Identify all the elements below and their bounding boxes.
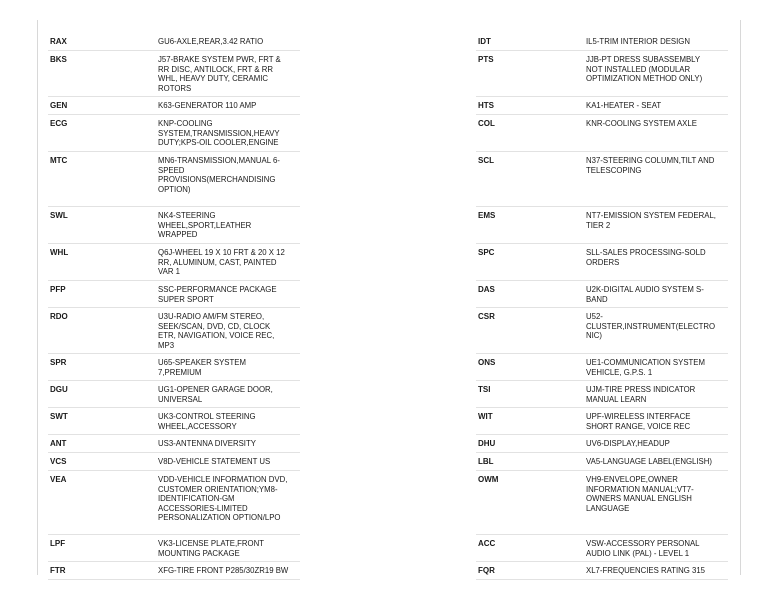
- option-description: MN6-TRANSMISSION,MANUAL 6- SPEED PROVISIONS(MERCHANDISING OPTION): [158, 156, 280, 194]
- option-description: V8D-VEHICLE STATEMENT US: [158, 457, 271, 466]
- option-description: NT7-EMISSION SYSTEM FEDERAL, TIER 2: [586, 211, 716, 230]
- option-description: GU6-AXLE,REAR,3.42 RATIO: [158, 37, 264, 46]
- option-row: [476, 354, 728, 381]
- option-description: NK4-STEERING WHEEL,SPORT,LEATHER WRAPPED: [158, 211, 252, 240]
- option-row: [476, 152, 728, 207]
- option-row: [476, 308, 728, 354]
- option-code: RAX: [50, 37, 67, 46]
- option-code: GEN: [50, 101, 68, 110]
- option-row: [476, 281, 728, 308]
- option-row: [476, 115, 728, 152]
- option-code: PFP: [50, 285, 66, 294]
- option-code: SWT: [50, 412, 68, 421]
- option-row: [48, 308, 300, 354]
- option-description: Q6J-WHEEL 19 X 10 FRT & 20 X 12 RR, ALUMINUM, CAST, PAINTED VAR 1: [158, 248, 285, 277]
- option-row: [48, 562, 300, 580]
- option-description: SLL-SALES PROCESSING-SOLD ORDERS: [586, 248, 706, 267]
- option-code: PTS: [478, 55, 494, 64]
- option-row: [476, 33, 728, 51]
- option-description: J57-BRAKE SYSTEM PWR, FRT & RR DISC, ANTILOCK, FRT & RR WHL, HEAVY DUTY, CERAMIC ROTORS: [158, 55, 281, 93]
- option-code: SCL: [478, 156, 494, 165]
- option-description: KA1-HEATER - SEAT: [586, 101, 662, 110]
- option-description: VK3-LICENSE PLATE,FRONT MOUNTING PACKAGE: [158, 539, 265, 558]
- option-code: RDO: [50, 312, 68, 321]
- option-row: [48, 408, 300, 435]
- option-description: UK3-CONTROL STEERING WHEEL,ACCESSORY: [158, 412, 256, 431]
- option-description: XFG-TIRE FRONT P285/30ZR19 BW: [158, 566, 289, 575]
- option-code: TSI: [478, 385, 491, 394]
- option-code: ONS: [478, 358, 496, 367]
- option-row: [48, 453, 300, 471]
- option-code: SWL: [50, 211, 68, 220]
- option-description: N37-STEERING COLUMN,TILT AND TELESCOPING: [586, 156, 715, 175]
- option-description: IL5-TRIM INTERIOR DESIGN: [586, 37, 690, 46]
- option-code: VCS: [50, 457, 67, 466]
- option-description: U65-SPEAKER SYSTEM 7,PREMIUM: [158, 358, 246, 377]
- option-row: [48, 152, 300, 207]
- option-description: UG1-OPENER GARAGE DOOR, UNIVERSAL: [158, 385, 273, 404]
- option-row: [476, 408, 728, 435]
- option-description: U3U-RADIO AM/FM STEREO, SEEK/SCAN, DVD, CD, CLOCK ETR, NAVIGATION, VOICE REC, MP3: [158, 312, 275, 350]
- option-row: [476, 244, 728, 281]
- option-row: [476, 381, 728, 408]
- option-code: OWM: [478, 475, 499, 484]
- option-code: LBL: [478, 457, 494, 466]
- option-code: DGU: [50, 385, 68, 394]
- option-code: IDT: [478, 37, 491, 46]
- option-row: [48, 535, 300, 562]
- option-code: DAS: [478, 285, 495, 294]
- option-description: UJM-TIRE PRESS INDICATOR MANUAL LEARN: [586, 385, 696, 404]
- option-code: VEA: [50, 475, 67, 484]
- option-description: JJB-PT DRESS SUBASSEMBLY NOT INSTALLED (MODULAR OPTIMIZATION METHOD ONLY): [586, 55, 703, 84]
- option-row: [476, 435, 728, 453]
- option-code: SPC: [478, 248, 495, 257]
- option-description: VDD-VEHICLE INFORMATION DVD, CUSTOMER ORIENTATION;YM8- IDENTIFICATION-GM ACCESSORIES-LIMITED PERSONALIZATION OPTION/LPO: [158, 475, 288, 523]
- option-row: [476, 453, 728, 471]
- option-description: KNR-COOLING SYSTEM AXLE: [586, 119, 697, 128]
- option-description: UE1-COMMUNICATION SYSTEM VEHICLE, G.P.S. 1: [586, 358, 705, 377]
- option-code: FQR: [478, 566, 495, 575]
- option-code: BKS: [50, 55, 67, 64]
- page-edge-left: [37, 20, 38, 575]
- option-row: [48, 354, 300, 381]
- option-code: ECG: [50, 119, 68, 128]
- option-row: [48, 471, 300, 535]
- option-description: US3-ANTENNA DIVERSITY: [158, 439, 256, 448]
- option-row: [48, 435, 300, 453]
- option-row: [476, 97, 728, 115]
- option-description: U2K-DIGITAL AUDIO SYSTEM S- BAND: [586, 285, 704, 304]
- option-description: XL7-FREQUENCIES RATING 315: [586, 566, 706, 575]
- option-code: SPR: [50, 358, 67, 367]
- option-row: [48, 33, 300, 51]
- option-description: K63-GENERATOR 110 AMP: [158, 101, 257, 110]
- option-code: ACC: [478, 539, 496, 548]
- option-table-left: [48, 33, 300, 580]
- option-code: DHU: [478, 439, 496, 448]
- option-row: [48, 244, 300, 281]
- option-row: [48, 207, 300, 244]
- option-description: VH9-ENVELOPE,OWNER INFORMATION MANUAL;VT7- OWNERS MANUAL ENGLISH LANGUAGE: [586, 475, 694, 513]
- option-table-right: [476, 33, 728, 580]
- option-row: [48, 115, 300, 152]
- page-edge-right: [740, 20, 741, 575]
- option-description: UPF-WIRELESS INTERFACE SHORT RANGE, VOICE REC: [586, 412, 691, 431]
- option-row: [48, 281, 300, 308]
- option-code: FTR: [50, 566, 66, 575]
- option-code: WHL: [50, 248, 69, 257]
- option-code: EMS: [478, 211, 496, 220]
- option-description: U52- CLUSTER,INSTRUMENT(ELECTRO NIC): [586, 312, 716, 341]
- option-description: UV6-DISPLAY,HEADUP: [586, 439, 670, 448]
- option-row: [48, 97, 300, 115]
- option-description: VSW-ACCESSORY PERSONAL AUDIO LINK (PAL) - LEVEL 1: [586, 539, 700, 558]
- option-row: [476, 535, 728, 562]
- option-code: CSR: [478, 312, 495, 321]
- option-description: VA5-LANGUAGE LABEL(ENGLISH): [586, 457, 712, 466]
- option-description: KNP-COOLING SYSTEM,TRANSMISSION,HEAVY DUTY;KPS-OIL COOLER,ENGINE: [158, 119, 280, 148]
- option-row: [476, 207, 728, 244]
- option-code: HTS: [478, 101, 494, 110]
- option-code: ANT: [50, 439, 67, 448]
- option-row: [48, 51, 300, 97]
- option-row: [476, 51, 728, 97]
- option-code: LPF: [50, 539, 66, 548]
- option-code: WIT: [478, 412, 493, 421]
- option-description: SSC-PERFORMANCE PACKAGE SUPER SPORT: [158, 285, 277, 304]
- option-code: COL: [478, 119, 495, 128]
- option-row: [476, 471, 728, 535]
- option-row: [476, 562, 728, 580]
- option-row: [48, 381, 300, 408]
- option-code: MTC: [50, 156, 68, 165]
